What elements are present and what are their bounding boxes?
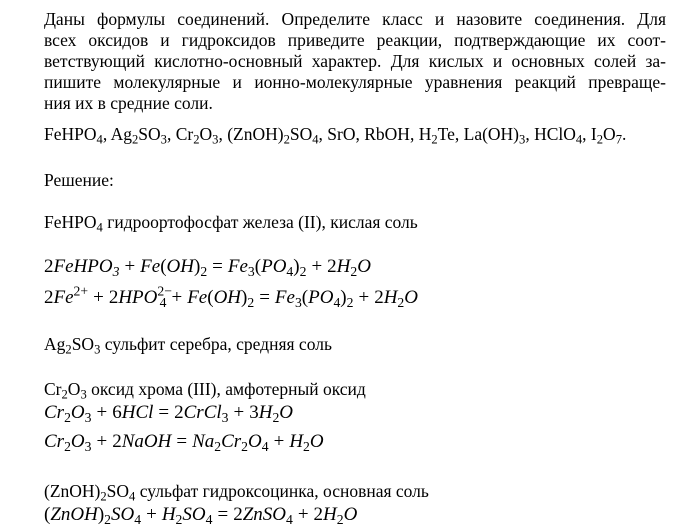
solution-label: Решение: [44, 170, 114, 190]
equation-cr2o3-acid: $Cr_2O_3 + 6HCl$ = 2CrCl$_3$ + $3H_2O$ [44, 402, 294, 425]
task-line: всех оксидов и гидроксидов приведите реакции, подтверждающие их соот- [44, 30, 666, 50]
equation-cr2o3-base: $Cr_2O_3$ + 2NaOH = $Na_2Cr_2O_4 + H_2O$ [44, 431, 324, 454]
task-line: ветствующий кислотно-основный характер. Для кислых и основных солей за- [44, 51, 666, 71]
equation-fehpo4-molecular: 2FeHPO$_3$ + $Fe(OH)_2 = Fe_3(PO_4)_2 + 2H_2O$ [44, 256, 371, 279]
task-paragraph [44, 9, 666, 114]
equation-fehpo4-ionic: $2Fe^{2+} + 2HPO^{2-}_4 + Fe(OH)_2 = Fe_3(PO_4)_2 + 2H_2O$ [44, 283, 418, 310]
section-heading-fehpo4: FeHPO$_4$ гидроортофосфат железа (II), кислая соль [44, 212, 418, 235]
formula-list: FeHPO$_4$, $Ag_2SO_3$, $Cr_2O_3$, $(ZnOH)_2SO_4$, SrO, RbOH, $H_2Te$, $La(OH)_3$, HClO$_4$, $I_2O_7$. [44, 124, 627, 147]
section-heading-cr2o3: $Cr_2O_3$ оксид хрома (III), амфотерный оксид [44, 379, 366, 402]
task-line: пишите молекулярные и ионно-молекулярные уравнения реакций превраще- [44, 72, 666, 92]
section-heading-znoh2so4: $(ZnOH)_2SO_4$ сульфат гидроксоцинка, основная соль [44, 481, 429, 504]
task-line: Даны формулы соединений. Определите класс и назовите соединения. Для [44, 9, 666, 29]
task-line: ния их в средние соли. [44, 93, 213, 113]
equation-znoh2so4: $(ZnOH)_2SO_4 + H_2SO_4$ = 2ZnSO$_4$ + $2H_2O$ [44, 504, 358, 527]
section-heading-ag2so3: $Ag_2SO_3$ сульфит серебра, средняя соль [44, 334, 332, 357]
